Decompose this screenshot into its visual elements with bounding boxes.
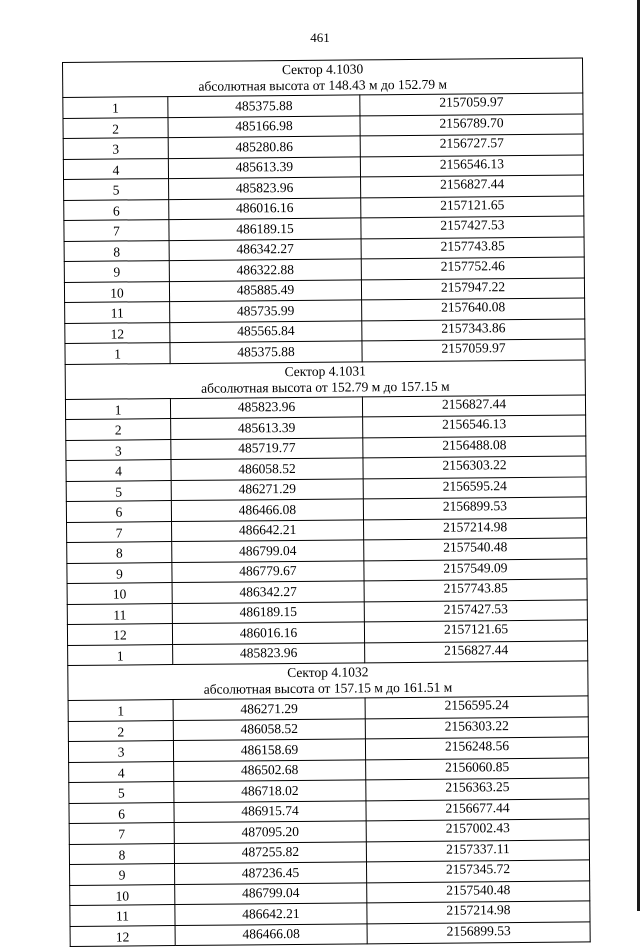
point-number-cell: 1 <box>65 343 170 364</box>
x-coordinate-cell: 485719.77 <box>171 437 363 459</box>
point-number-cell: 11 <box>70 905 175 926</box>
y-coordinate-cell: 2157640.08 <box>362 298 585 320</box>
x-coordinate-cell: 486189.15 <box>172 601 364 623</box>
x-coordinate-cell: 486779.67 <box>172 560 364 582</box>
point-number-cell: 11 <box>65 302 170 323</box>
x-coordinate-cell: 485823.96 <box>170 396 362 418</box>
point-number-cell: 12 <box>70 925 175 946</box>
point-number-cell: 4 <box>66 460 171 481</box>
y-coordinate-cell: 2157343.86 <box>362 318 585 340</box>
x-coordinate-cell: 486799.04 <box>172 540 364 562</box>
y-coordinate-cell: 2157345.72 <box>366 860 589 882</box>
point-number-cell: 2 <box>66 419 171 440</box>
y-coordinate-cell: 2157549.09 <box>364 558 587 580</box>
x-coordinate-cell: 487255.82 <box>174 841 366 863</box>
x-coordinate-cell: 486915.74 <box>174 800 366 822</box>
y-coordinate-cell: 2157002.43 <box>366 819 589 841</box>
x-coordinate-cell: 485565.84 <box>170 320 362 342</box>
sector-title: Сектор 4.1030 <box>281 61 364 78</box>
point-number-cell: 1 <box>65 398 170 419</box>
x-coordinate-cell: 487095.20 <box>174 821 366 843</box>
y-coordinate-cell: 2156060.85 <box>366 757 589 779</box>
x-coordinate-cell: 486271.29 <box>171 478 363 500</box>
x-coordinate-cell: 486058.52 <box>171 458 363 480</box>
y-coordinate-cell: 2156546.13 <box>360 154 583 176</box>
point-number-cell: 6 <box>64 199 169 220</box>
point-number-cell: 4 <box>69 761 174 782</box>
x-coordinate-cell: 486189.15 <box>169 218 361 240</box>
point-number-cell: 2 <box>63 117 168 138</box>
point-number-cell: 5 <box>69 782 174 803</box>
y-coordinate-cell: 2156727.57 <box>360 134 583 156</box>
y-coordinate-cell: 2157947.22 <box>361 277 584 299</box>
y-coordinate-cell: 2157540.48 <box>367 880 590 902</box>
point-number-cell: 10 <box>64 281 169 302</box>
point-number-cell: 1 <box>68 700 173 721</box>
y-coordinate-cell: 2156303.22 <box>365 716 588 738</box>
point-number-cell: 7 <box>69 823 174 844</box>
x-coordinate-cell: 485375.88 <box>168 95 360 117</box>
y-coordinate-cell: 2156827.44 <box>365 640 588 662</box>
x-coordinate-cell: 486322.88 <box>169 259 361 281</box>
sector-altitude-range: абсолютная высота от 148.43 м до 152.79 м <box>198 76 448 94</box>
point-number-cell: 8 <box>67 542 172 563</box>
y-coordinate-cell: 2157214.98 <box>367 901 590 923</box>
y-coordinate-cell: 2157059.97 <box>360 93 583 115</box>
y-coordinate-cell: 2156677.44 <box>366 798 589 820</box>
point-number-cell: 12 <box>67 624 172 645</box>
point-number-cell: 9 <box>70 864 175 885</box>
x-coordinate-cell: 486642.21 <box>175 903 367 925</box>
y-coordinate-cell: 2156827.44 <box>361 175 584 197</box>
y-coordinate-cell: 2156363.25 <box>366 778 589 800</box>
y-coordinate-cell: 2156303.22 <box>363 456 586 478</box>
point-number-cell: 5 <box>64 179 169 200</box>
y-coordinate-cell: 2156827.44 <box>362 394 585 416</box>
point-number-cell: 10 <box>67 583 172 604</box>
y-coordinate-cell: 2156248.56 <box>365 737 588 759</box>
y-coordinate-cell: 2156546.13 <box>363 415 586 437</box>
point-number-cell: 8 <box>69 843 174 864</box>
y-coordinate-cell: 2157121.65 <box>361 195 584 217</box>
y-coordinate-cell: 2156789.70 <box>360 113 583 135</box>
y-coordinate-cell: 2156595.24 <box>365 696 588 718</box>
x-coordinate-cell: 485735.99 <box>170 300 362 322</box>
y-coordinate-cell: 2157337.11 <box>366 839 589 861</box>
x-coordinate-cell: 486342.27 <box>169 238 361 260</box>
x-coordinate-cell: 485613.39 <box>168 156 360 178</box>
sector-header-row <box>68 661 588 701</box>
x-coordinate-cell: 486016.16 <box>169 197 361 219</box>
y-coordinate-cell: 2157427.53 <box>361 216 584 238</box>
sector-header <box>63 58 583 98</box>
x-coordinate-cell: 486466.08 <box>171 499 363 521</box>
point-number-cell: 7 <box>67 521 172 542</box>
point-number-cell: 8 <box>64 240 169 261</box>
point-number-cell: 5 <box>66 480 171 501</box>
y-coordinate-cell: 2157752.46 <box>361 257 584 279</box>
x-coordinate-cell: 486466.08 <box>175 923 367 945</box>
y-coordinate-cell: 2157743.85 <box>364 579 587 601</box>
x-coordinate-cell: 487236.45 <box>174 862 366 884</box>
point-number-cell: 1 <box>68 644 173 665</box>
coordinates-table-body <box>63 58 591 947</box>
x-coordinate-cell: 485166.98 <box>168 115 360 137</box>
sector-header-row <box>65 359 585 399</box>
point-number-cell: 3 <box>63 138 168 159</box>
sector-header <box>65 359 585 399</box>
point-number-cell: 9 <box>67 562 172 583</box>
y-coordinate-cell: 2157427.53 <box>364 599 587 621</box>
x-coordinate-cell: 486058.52 <box>173 718 365 740</box>
point-number-cell: 10 <box>70 884 175 905</box>
x-coordinate-cell: 485375.88 <box>170 341 362 363</box>
x-coordinate-cell: 486502.68 <box>174 759 366 781</box>
sector-header-row <box>63 58 583 98</box>
point-number-cell: 4 <box>63 158 168 179</box>
x-coordinate-cell: 486016.16 <box>172 622 364 644</box>
y-coordinate-cell: 2157059.97 <box>362 339 585 361</box>
point-number-cell: 2 <box>68 720 173 741</box>
x-coordinate-cell: 485280.86 <box>168 136 360 158</box>
x-coordinate-cell: 485823.96 <box>173 642 365 664</box>
y-coordinate-cell: 2156899.53 <box>363 497 586 519</box>
point-number-cell: 9 <box>64 261 169 282</box>
x-coordinate-cell: 486799.04 <box>175 882 367 904</box>
y-coordinate-cell: 2156488.08 <box>363 435 586 457</box>
y-coordinate-cell: 2157743.85 <box>361 236 584 258</box>
sector-altitude-range: абсолютная высота от 157.15 м до 161.51 м <box>203 679 453 697</box>
x-coordinate-cell: 485823.96 <box>169 177 361 199</box>
y-coordinate-cell: 2156899.53 <box>367 921 590 943</box>
coordinates-table <box>62 57 591 947</box>
x-coordinate-cell: 485613.39 <box>171 417 363 439</box>
sector-header <box>68 661 588 701</box>
point-number-cell: 3 <box>66 439 171 460</box>
table-row <box>70 921 590 946</box>
y-coordinate-cell: 2157121.65 <box>364 620 587 642</box>
point-number-cell: 6 <box>66 501 171 522</box>
x-coordinate-cell: 486342.27 <box>172 581 364 603</box>
y-coordinate-cell: 2157214.98 <box>364 517 587 539</box>
point-number-cell: 11 <box>67 603 172 624</box>
x-coordinate-cell: 485885.49 <box>169 279 361 301</box>
point-number-cell: 12 <box>65 322 170 343</box>
point-number-cell: 7 <box>64 220 169 241</box>
x-coordinate-cell: 486718.02 <box>174 780 366 802</box>
point-number-cell: 3 <box>68 741 173 762</box>
x-coordinate-cell: 486642.21 <box>172 519 364 541</box>
point-number-cell: 6 <box>69 802 174 823</box>
x-coordinate-cell: 486158.69 <box>173 739 365 761</box>
sector-title: Сектор 4.1031 <box>284 362 366 379</box>
sector-title: Сектор 4.1032 <box>287 664 369 681</box>
sector-altitude-range: абсолютная высота от 152.79 м до 157.15 м <box>201 378 450 396</box>
y-coordinate-cell: 2156595.24 <box>363 476 586 498</box>
point-number-cell: 1 <box>63 97 168 118</box>
page-number: 461 <box>310 30 330 45</box>
x-coordinate-cell: 486271.29 <box>173 698 365 720</box>
y-coordinate-cell: 2157540.48 <box>364 538 587 560</box>
